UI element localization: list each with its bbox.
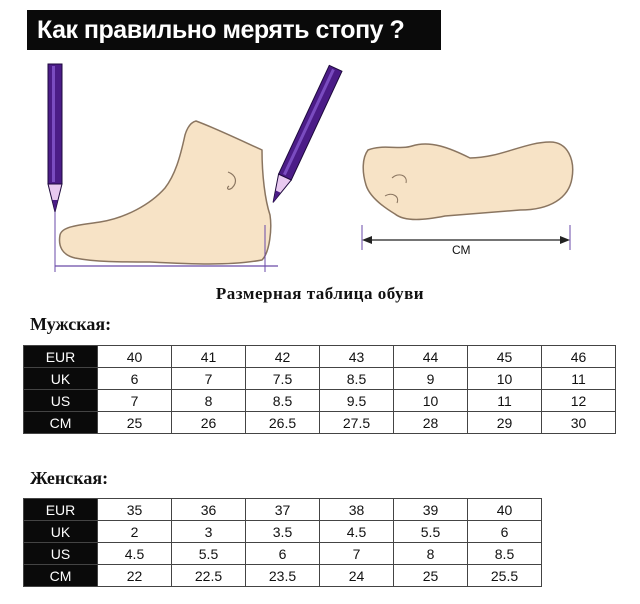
size-cell: 28 [394, 412, 468, 434]
size-cell: 22 [98, 565, 172, 587]
size-cell: 8 [172, 390, 246, 412]
table-row [24, 499, 542, 521]
size-cell: 8 [394, 543, 468, 565]
size-cell: 25 [98, 412, 172, 434]
size-cell: 39 [394, 499, 468, 521]
size-cell: 5.5 [172, 543, 246, 565]
size-cell: 12 [542, 390, 616, 412]
women-section-label: Женская: [30, 468, 109, 488]
size-cell: 11 [468, 390, 542, 412]
size-cell: 46 [542, 346, 616, 368]
size-cell: 23.5 [246, 565, 320, 587]
size-cell: 4.5 [320, 521, 394, 543]
size-cell: 41 [172, 346, 246, 368]
size-cell: 40 [98, 346, 172, 368]
row-header-cell: US [24, 543, 98, 565]
table-row [24, 543, 542, 565]
size-cell: 40 [468, 499, 542, 521]
size-cell: 36 [172, 499, 246, 521]
table-row [24, 565, 542, 587]
size-cell: 29 [468, 412, 542, 434]
size-cell: 27.5 [320, 412, 394, 434]
size-cell: 42 [246, 346, 320, 368]
size-cell: 7 [320, 543, 394, 565]
size-cell: 26.5 [246, 412, 320, 434]
size-cell: 25 [394, 565, 468, 587]
size-cell: 11 [542, 368, 616, 390]
size-cell: 3 [172, 521, 246, 543]
foot-measurement-illustration [0, 55, 640, 285]
size-cell: 35 [98, 499, 172, 521]
size-cell: 38 [320, 499, 394, 521]
size-cell: 9 [394, 368, 468, 390]
size-cell: 45 [468, 346, 542, 368]
size-cell: 37 [246, 499, 320, 521]
size-cell: 26 [172, 412, 246, 434]
men-size-table [23, 345, 616, 434]
size-cell: 10 [468, 368, 542, 390]
size-cell: 22.5 [172, 565, 246, 587]
size-cell: 10 [394, 390, 468, 412]
men-section-label: Мужская: [30, 314, 112, 334]
size-cell: 6 [98, 368, 172, 390]
left-pencil-icon [48, 64, 62, 212]
size-cell: 25.5 [468, 565, 542, 587]
size-cell: 44 [394, 346, 468, 368]
size-table-title: Размерная таблица обуви [215, 284, 425, 303]
size-cell: 7 [98, 390, 172, 412]
size-cell: 6 [246, 543, 320, 565]
width-label: СМ [452, 243, 471, 257]
row-header-cell: EUR [24, 499, 98, 521]
row-header-cell: CM [24, 412, 98, 434]
top-foot-icon [363, 142, 572, 220]
row-header-cell: UK [24, 368, 98, 390]
size-cell: 4.5 [98, 543, 172, 565]
size-cell: 8.5 [246, 390, 320, 412]
size-cell: 5.5 [394, 521, 468, 543]
right-pencil-icon [267, 65, 342, 205]
women-size-table [23, 498, 542, 587]
row-header-cell: UK [24, 521, 98, 543]
size-cell: 6 [468, 521, 542, 543]
row-header-cell: EUR [24, 346, 98, 368]
size-cell: 8.5 [320, 368, 394, 390]
size-cell: 7 [172, 368, 246, 390]
size-cell: 24 [320, 565, 394, 587]
size-cell: 7.5 [246, 368, 320, 390]
row-header-cell: US [24, 390, 98, 412]
table-row [24, 390, 616, 412]
row-header-cell: CM [24, 565, 98, 587]
size-cell: 43 [320, 346, 394, 368]
size-cell: 3.5 [246, 521, 320, 543]
page-title: Как правильно мерять стопу ? [27, 10, 441, 50]
size-cell: 30 [542, 412, 616, 434]
size-cell: 2 [98, 521, 172, 543]
table-row [24, 412, 616, 434]
table-row [24, 346, 616, 368]
size-cell: 8.5 [468, 543, 542, 565]
table-row [24, 368, 616, 390]
side-foot-icon [60, 121, 271, 264]
table-row [24, 521, 542, 543]
size-cell: 9.5 [320, 390, 394, 412]
